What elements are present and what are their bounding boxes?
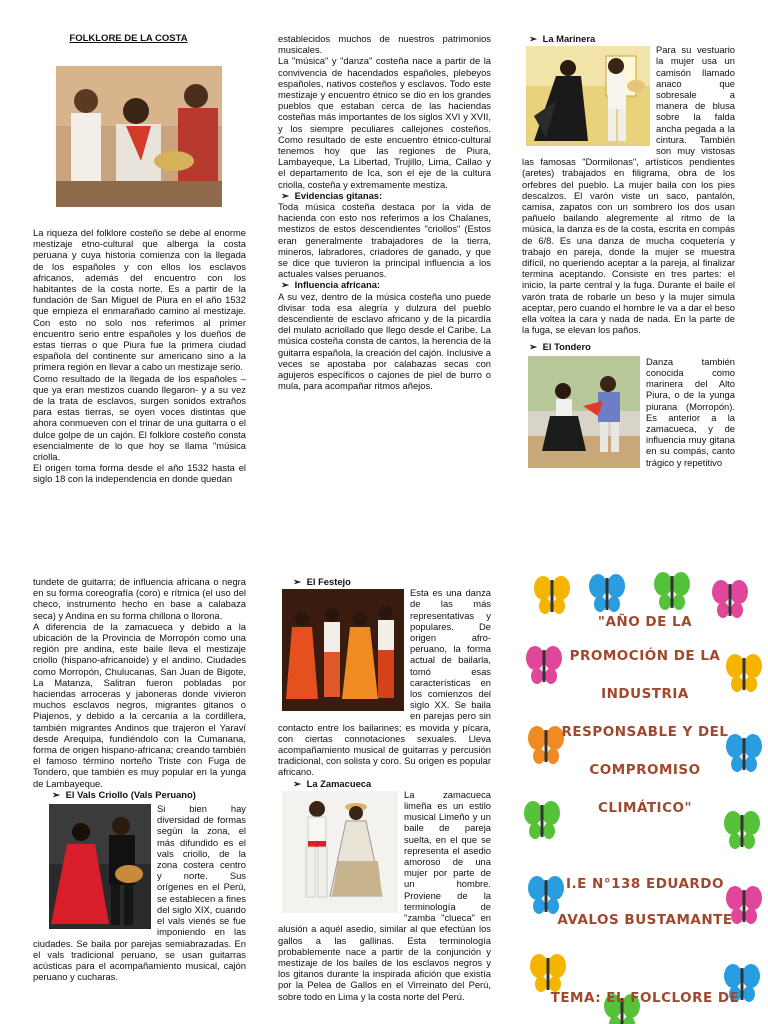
marinera-dancers-image <box>526 46 650 146</box>
heading-vals-criollo: ➢ El Vals Criollo (Vals Peruano) <box>49 789 246 800</box>
cover-line-4: RESPONSABLE Y DEL <box>561 724 729 740</box>
africana-paragraph: A su vez, dentro de la música costeña uno puede divisar toda esa alegría y dulzura del pueblo descendiente de esclavo africano y de la picardía del mulato acriollado que llego desde el Caribe. La música costeña consta de cantos, la herencia de la guitarra española, la creación del cajón. Inclusive a veces se apostaba por calabazas secas con agujeros específicos o cajones de piel de burro o mula, para acompañar ritmos añejos. <box>278 290 491 392</box>
cover-line-5: COMPROMISO <box>589 762 701 778</box>
cover-school-name-1: I.E N°138 EDUARDO <box>565 876 724 892</box>
column-5 <box>278 576 491 1002</box>
heading-la-zamacueca: ➢ La Zamacueca <box>290 778 491 789</box>
butterfly-icon <box>530 954 566 992</box>
cover-line-6: CLIMÁTICO" <box>597 800 692 816</box>
vals-dancers-image <box>49 804 151 929</box>
arrow-icon: ➢ <box>293 777 301 789</box>
heading-el-festejo: ➢ El Festejo <box>290 576 491 587</box>
origin-paragraph: El origen toma forma desde el año 1532 hasta el siglo 18 con la independencia en donde quedan <box>33 462 246 485</box>
vals-paragraph: Si bien hay diversidad de formas según la zona, el más difundido es el vals criollo, de la zona costera centro y norte. Sus orígenes en el Perú, se establecen a fines del siglo XIX, cuando el vals vienés se fue imponiendo en las ciudades. Se baila por parejas semiabrazadas. En el vals tradicional peruano, se usan guitarras acústicas para el acompañamiento musical, cajón peruano y cucharas. <box>33 803 246 983</box>
photo-tondero <box>528 356 640 468</box>
arrow-icon: ➢ <box>281 279 289 291</box>
arrow-icon: ➢ <box>281 189 289 201</box>
photo-costa-musicians <box>56 66 222 207</box>
gitanas-paragraph: Toda música costeña destaca por la vida de hacienda con esto nos referimos a los Chalanes, mestizos de estos descendientes "criollos" (Estos eran generalmente trabajadores de la tierra, mineros, labradores, criadores de ganado, y que se dice que tuvieron la principal influencia a los actuales valses peruanos. <box>278 201 491 280</box>
arrow-icon: ➢ <box>52 788 60 800</box>
heading-la-marinera: ➢ La Marinera <box>526 33 735 44</box>
arrow-icon: ➢ <box>529 341 537 353</box>
heading-el-tondero: ➢ El Tondero <box>526 341 735 352</box>
tondero-paragraph: Danza también conocida como marinera del Alto Piura, o de la yunga piurana (Morropón). Es anterior a la zamacueca, y de influencia muy gitana en su compás, canto trágico y repetitivo <box>646 355 735 468</box>
butterfly-icon <box>534 576 570 614</box>
patrimony-paragraph: establecidos muchos de nuestros patrimonios musicales. <box>278 33 491 56</box>
tondero-dancers-image <box>528 356 640 468</box>
heading-influencia-africana: ➢ Influencia africana: <box>278 279 491 290</box>
morropon-paragraph: A diferencia de la zamacueca y debido a la ubicación de la Provincia de Morropón como una región pre andina, este baile lleva el mestizaje criollo (hispano-africanoide) y el andino. Ciudades como Morropón, Chulucanas, San Juan de Bigote, La Matanza, Salitran fueron pobladas por haciendas arroceras y jaboneras donde vivieron muchos esclavos negros, migrantes gitanos o Piajenos, y debido a la cercanía a la cordillera, también migrantes Andinos que trajeron el Yaraví desde Arequipa, fundiéndolo con la Cumanana, forma de origen hispano-africana; creando también el famoso término norteño Triste con Fuga de Tondero, que también es muy popular en la yunga de Lambayeque. <box>33 620 246 789</box>
intro-paragraph: La riqueza del folklore costeño se debe al enorme mestizaje etno-cultural que alberga la costa peruana y cuya historia comienza con la llegada de los españoles y con ellos los esclavos africanos, además del encuentro con los habitantes de la costa norte. Es a partir de la fundación de San Miguel de Piura en el año 1532 que empieza el enmarañado camino al mestizaje. Con esto no solo nos referimos al primer encuentro serio entre españoles y los dueños de estas tierras o que Piura fue la primera ciudad española del continente sur americano sino a la primera región en llevar a cabo un mestizaje serio. <box>33 227 246 373</box>
cover-line-1: "AÑO DE LA <box>597 614 693 630</box>
heading-evidencias-gitanas: ➢ Evidencias gitanas: <box>278 190 491 201</box>
cover-panel <box>522 556 768 1024</box>
photo-zamacueca <box>282 791 398 913</box>
column-2 <box>278 33 491 392</box>
butterfly-icon <box>589 574 625 612</box>
cover-school-name-2: AVALOS BUSTAMANTE <box>557 912 733 928</box>
photo-vals <box>49 804 151 929</box>
page-title: FOLKLORE DE LA COSTA <box>69 33 188 44</box>
cover-line-3: INDUSTRIA <box>601 686 689 702</box>
photo-marinera <box>526 46 650 146</box>
column-1 <box>33 33 246 44</box>
arrow-icon: ➢ <box>293 576 301 587</box>
spanish-arrival-paragraph: Como resultado de la llegada de los españoles – que ya eran mestizos cuando llegaron- y a su vez de la trata de esclavos, surgen sonidos extraños para estas tierras, se oyen voces distintas que ahora conmueven con el trinar de una guitarra o el dulce golpe de un cajón. El folklore costeño consta esencialmente de lo que hoy se llama "música criolla. <box>33 372 246 463</box>
butterfly-icon <box>724 811 760 849</box>
festejo-paragraph: Esta es una danza de las más representativas y populares. De origen afro-peruano, la forma actual de bailarla, tomó esas características en los comienzos del siglo XX. Se baila en parejas pero sin contacto entre los bailarines; es movida y pícara, con ciertas connotaciones sexuales. Lleva acompañamiento musical de guitarras y percusión tradicional, con solista y coro. Su origen es popular africano. <box>278 587 491 778</box>
butterfly-icon <box>712 580 748 618</box>
marinera-paragraph: Para su vestuario la mujer usa un camisón llamado anaco que sobresale a manera de blusa sobre la falda ancha pegada a la cintura. También son muy vistosas las famosas "Dormilonas", artísticos pendientes (aretes) trabajados en filigrama, obra de los orfebres del pueblo. La mujer baila con los pies descalzos. El varón viste un saco, pantalón, camisa, zapatos con un sombrero los dos usan pañuelo bailando alegremente al ritmo de la música, la danza es de la costa, escrita en compás de 6/8. Es una danza de mucha coquetería y trabajo en pareja, donde la mujer se muestra difícil, no queriendo aceptar a la pareja, al finalizar termina aceptando. Consiste en tres partes: el inicio, la parte central y la fuga. Durante el baile el varón trata de robarle un beso y la mujer simula aceptar, pero cuando el hombre le va a dar el beso ella voltea la cara y nada de nada. En la parte de la fuga, se elevan los paños. <box>522 44 735 336</box>
column-1-body <box>33 227 246 485</box>
column-4 <box>33 576 246 982</box>
zamacueca-dancers-image <box>282 791 398 913</box>
photo-festejo <box>282 589 404 711</box>
tundete-paragraph: tundete de guitarra; de influencia africana o negra en su forma coreografía (coro) e rítmica (el uso del checo, instrumento hecho en base a calabaza seca) y Andina en su forma chillona o llorona. <box>33 576 246 621</box>
cover-line-2: PROMOCIÓN DE LA <box>569 648 721 664</box>
musicians-image <box>56 66 222 207</box>
zamacueca-paragraph: La zamacueca limeña es un estilo musical Limeño y un baile de pareja suelta, en el que se representa el asedio amoroso de una mujer por parte de un hombre. Proviene de la terminología de "zamba "clueca" en alusión a aquél asedio, similar al que efectúan los gallos a las gallinas. Esta terminología probablemente nace a partir de la conjunción y mestizaje de los bailes de los esclavos negros y los gitanos durante la inspirada afición que existía por la Pelea de Gallos en el Virreinato del Perú, sobre todo en Lima y la costa norte del Perú. <box>278 788 491 1002</box>
cover-topic: TEMA: EL FOLCLORE DE <box>550 990 740 1006</box>
column-3 <box>522 33 735 470</box>
musica-danza-paragraph: La "música" y "danza" costeña nace a partir de la convivencia de hacendados españoles, plebeyos españoles, nativos costeños y esclavos. Todo este mestizaje y encuentro étnico se dio en los grandes pueblos que estaban cerca de las haciendas costeñas más importantes de los siglos XVI y XVII, y los siempre peculiares callejones costeños. Como resultado de este encuentro étnico-cultural tenemos hoy que las regiones de Piura, Lambayeque, La Libertad, Trujillo, Lima, Callao y el departamento de Ica, son el eje de la cultura criolla, costeña y extremamente mestiza. <box>278 55 491 190</box>
arrow-icon: ➢ <box>529 33 537 44</box>
festejo-dancers-image <box>282 589 404 711</box>
butterfly-icon <box>654 572 690 610</box>
